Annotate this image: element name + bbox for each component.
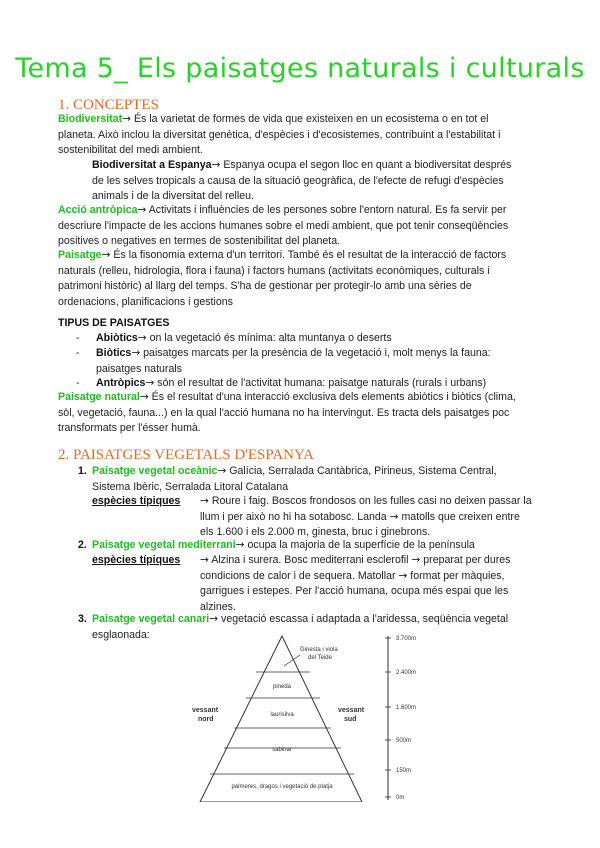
text-line: sòl, vegetació, fauna...) en la qual l'acció humana no ha intervingut. Es tracta dels paisatges poc (58, 406, 510, 419)
arrow-icon: → (139, 391, 149, 403)
altitude-label: 1.600m (396, 705, 417, 711)
subheading-tipus-paisatges: TIPUS DE PAISATGES (58, 317, 170, 329)
text-line: patrimoni històric) al llarg del temps. S'ha de gestionar per protegir-lo amb una sèries de (58, 280, 472, 293)
arrow-icon: → (411, 554, 421, 566)
text-line: matolls que creixen entre (398, 510, 520, 523)
arrow-icon: → (200, 495, 209, 507)
vessant-sud-label: sud (344, 716, 357, 723)
especies-label: espècies típiques (92, 495, 181, 507)
altitude-label: 500m (396, 738, 412, 744)
definition-biodiversitat-espanya (92, 158, 542, 205)
text-line: vegetació escassa i adaptada a l'aridessa, seqüència vegetal (218, 613, 509, 625)
arrow-icon: → (131, 347, 141, 359)
text-line: Alzina i surera. Bosc mediterrani esclerofil (208, 554, 412, 566)
term-canari: Paisatge vegetal canari (92, 613, 210, 625)
term-biotics: Biòtics (96, 347, 132, 359)
list-number: 1. (78, 465, 87, 477)
canary-vegetation-diagram (180, 630, 430, 802)
text-line: Espanya ocupa el segon lloc en quant a biodiversitat després (220, 159, 512, 171)
arrow-icon: → (101, 249, 111, 261)
layer-label-palmeres: palmeres, dragos i vegetació de platja (231, 784, 333, 790)
text-line: llum i per això no hi ha sotabosc. Landa (200, 510, 390, 523)
arrow-icon: → (145, 377, 155, 389)
label-teide: del Teide (308, 655, 332, 661)
layer-label-sabinar: sabinar (272, 747, 292, 753)
especies-label: espècies típiques (92, 554, 181, 566)
term-mediterrani: Paisatge vegetal mediterrani (92, 539, 236, 551)
label-ginesta: Ginesta i viola (300, 647, 338, 653)
definition-paisatge (58, 248, 542, 310)
text-line: Roure i faig. Boscos frondosos on les fulles casi no deixen passar la (208, 495, 532, 507)
altitude-label: 0m (396, 795, 405, 801)
text-line: paisatges marcats per la presència de la vegetació i, molt menys la fauna: (140, 347, 491, 359)
text-line: És la fisonomia externa d'un territori. També és el resultat de la interacció de factors (110, 249, 507, 261)
list-number: 2. (78, 539, 87, 551)
text-line: són el resultat de l'activitat humana: paisatge naturals (rurals i urbans) (154, 377, 487, 389)
section-heading-conceptes: 1. CONCEPTES (58, 97, 159, 113)
term-abiotics: Abiòtics (96, 332, 138, 344)
arrow-icon: → (211, 159, 221, 171)
text-line: planeta. Això inclou la diversitat genètica, d'espècies i d'ecosistemes, contribuint a l'estabilitat i (58, 128, 501, 141)
section-heading-paisatges-vegetals: 2. PAISATGES VEGETALS D'ESPANYA (58, 447, 314, 463)
text-line: garrigues i estepes. Per l'acció humana, ocupa més espai que les (200, 585, 509, 598)
text-line: transformats per l'ésser humà. (58, 422, 201, 435)
arrow-icon: → (389, 510, 399, 523)
text-line: És la varietat de formes de vida que existeixen en un ecosistema o en tot el (131, 113, 489, 125)
text-line: preparat per dures (420, 554, 511, 566)
arrow-icon: → (200, 554, 209, 566)
text-line: els 1.600 i els 2.000 m, ginesta, bruc i ginebrons. (200, 526, 431, 539)
text-line: format per màquies, (407, 569, 505, 582)
arrow-icon: → (217, 465, 227, 477)
term-biodiversitat: Biodiversitat (58, 113, 123, 125)
text-line: esglaonada: (92, 628, 150, 641)
vessant-nord-label: vessant (192, 707, 219, 714)
layer-label-pineda: pineda (272, 684, 292, 690)
text-line: sostenibilitat del medi ambient. (58, 144, 203, 157)
text-line: paisatges naturals (96, 362, 182, 375)
text-line: Galícia, Serralada Cantàbrica, Pirineus, Sistema Central, (226, 465, 497, 477)
arrow-icon: → (235, 539, 245, 551)
document-page: Tema 5_ Els paisatges naturals i culturals 1. CONCEPTES Biodiversitat→ És la varietat de formes de vida que existeixen en un ecosistema o en tot el planeta. Això inclou la diversitat genètica, d'espècies i d'ecosistemes, contribuint a l'estabilitat i sostenibilitat del medi ambient. Biodiversitat a Espanya→ Espanya ocupa el segon lloc en quant a biodiversitat després de les selves tropicals a causa de la situació geogràfica, de l'efecte de refugi d'espècies animals i de la diversitat del relleu. Acció antròpica→ Activitats i influències de les persones sobre l'entorn natural. Es fa servir per descriure l'impacte de les accions humanes sobre el medi ambient, que pot tenir conseqüències positives o negatives en termes de sostenibilitat del planeta. Paisatge→ És la fisonomia externa d'un territori. També és el resultat de la interacció de factors naturals (relleu, hidrologia, flora i fauna) i factors humans (activitats econòmiques, culturals i patrimoni històric) al llarg del temps. S'ha de gestionar per protegir-lo amb una sèries de ordenacions, planificacions i gestions TIPUS DE PAISATGES - Abiòtics→ on la vegetació és mínima: alta muntanya o deserts - Biòtics→ paisatges marcats per la presència de la vegetació i, molt menys la fauna: paisatges naturals - Antròpics→ són el resultat de l'activitat humana: paisatge naturals (rurals i urbans) Paisatge natural→ És el resultat d'una interacció exclusiva dels elements abiòtics i biòtics (clima, sòl, vegetació, fauna...) en la qual l'acció humana no ha intervingut. Es tracta dels paisatges poc transformats per l'ésser humà. 2. PAISATGES VEGETALS D'ESPANYA 1. Paisatge vegetal oceànic→ Galícia, Serralada Cantàbrica, Pirineus, Sistema Central, Sistema Ibèric, Serralada Litoral Catalana espècies típiques → Roure i faig. Boscos frondosos on les fulles casi no deixen passar la llum i per això no hi ha sotabosc. Landa → matolls que creixen entre els 1.600 i els 2.000 m, ginesta, bruc i ginebrons. 2. Paisatge vegetal mediterrani→ ocupa la majoria de la superfície de la península espècies típiques → Alzina i surera. Bosc mediterrani esclerofil → preparat per dures condicions de calor i de sequera. Matollar → format per màquies, garrigues i estepes. Per l'acció humana, ocupa més espai que les alzines. 3. Paisatge vegetal canari→ vegetació escassa i adaptada a l'aridessa, seqüència vegetal esglaonada: Ginesta i viola del Teide pineda laurisilva sabinar palmeres, dragos i vegetació de platja vessant nord vessant sud 3.700m 2.400m 1.600m 500m 150m 0m (0, 0, 600, 848)
term-accio-antropica: Acció antròpica (58, 204, 138, 216)
layer-label-laurisilva: laurisilva (270, 712, 294, 718)
altitude-label: 150m (396, 768, 412, 774)
arrow-icon: → (209, 613, 219, 625)
term-biodiversitat-espanya: Biodiversitat a Espanya (92, 159, 212, 171)
altitude-label: 3.700m (396, 636, 417, 642)
text-line: alzines. (200, 600, 236, 613)
arrow-icon: → (137, 204, 147, 216)
text-line: on la vegetació és mínima: alta muntanya o deserts (146, 332, 392, 344)
list-number: 3. (78, 613, 87, 625)
definition-paisatge-natural (58, 390, 542, 437)
text-line: És el resultat d'una interacció exclusiva dels elements abiòtics i biòtics (clima, (148, 391, 516, 403)
arrow-icon: → (122, 113, 132, 125)
arrow-icon: → (137, 332, 147, 344)
text-line: Activitats i influències de les persones sobre l'entorn natural. Es fa servir per (146, 204, 507, 216)
term-paisatge-natural: Paisatge natural (58, 391, 140, 403)
page-title: Tema 5_ Els paisatges naturals i culturals (15, 53, 585, 84)
text-line: Sistema Ibèric, Serralada Litoral Catalana (92, 480, 289, 493)
text-line: condicions de calor i de sequera. Matollar (200, 569, 399, 582)
vessant-nord-label: nord (198, 716, 214, 723)
term-oceanic: Paisatge vegetal oceànic (92, 465, 218, 477)
arrow-icon: → (398, 569, 408, 582)
text-line: ordenacions, planificacions i gestions (58, 295, 233, 308)
text-line: naturals (relleu, hidrologia, flora i fauna) i factors humans (activitats econòmiques, culturals i (58, 264, 490, 277)
pyramid-outline (200, 636, 362, 802)
text-line: de les selves tropicals a causa de la situació geogràfica, de l'efecte de refugi d'espècies (92, 174, 504, 187)
altitude-label: 2.400m (396, 670, 417, 676)
text-line: positives o negatives en termes de sostenibilitat del planeta. (58, 235, 341, 248)
term-antropics: Antròpics (96, 377, 146, 389)
definition-accio-antropica (58, 203, 542, 250)
definition-biodiversitat (58, 112, 542, 159)
text-line: ocupa la majoria de la superfície de la península (244, 539, 475, 551)
text-line: animals i de la diversitat del relleu. (92, 190, 254, 203)
vessant-sud-label: vessant (338, 707, 365, 714)
text-line: descriure l'impacte de les accions humanes sobre el medi ambient, que pot tenir conseqüències (58, 219, 509, 232)
term-paisatge: Paisatge (58, 249, 102, 261)
